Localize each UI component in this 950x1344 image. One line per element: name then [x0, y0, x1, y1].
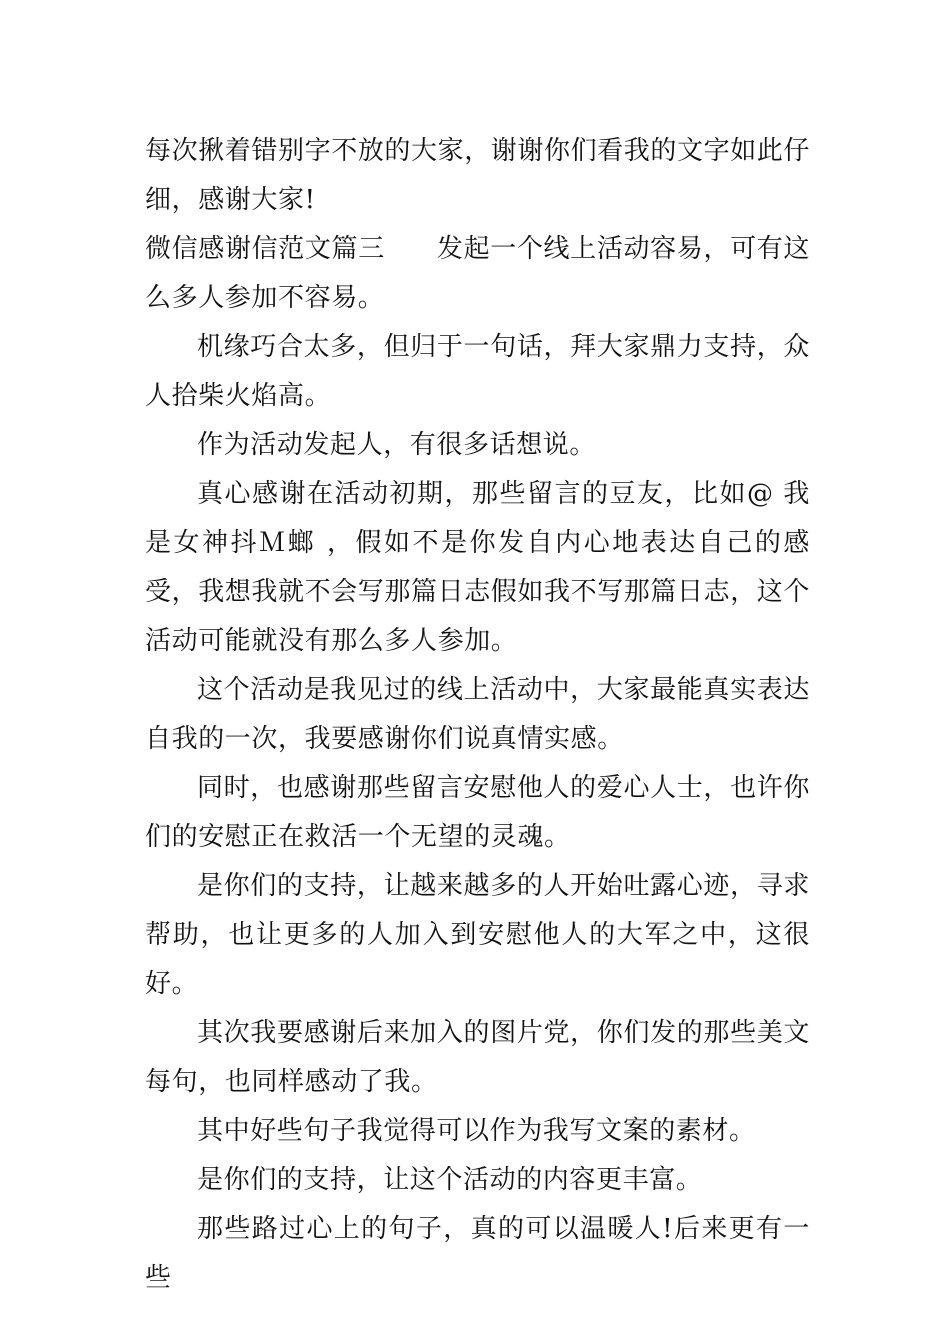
paragraph-richer-content: 是你们的支持，让这个活动的内容更丰富。 — [197, 1165, 703, 1195]
paragraph-organizer: 作为活动发起人，有很多话想说。 — [197, 430, 597, 460]
paragraph-thanks-typo-readers: 每次揪着错别字不放的大家，谢谢你们看我的文字如此仔细，感谢大家! — [145, 136, 811, 215]
paragraph-comforters: 同时，也感谢那些留言安慰他人的爱心人士，也许你们的安慰正在救活一个无望的灵魂。 — [145, 773, 810, 852]
paragraph-activity-intro: 发起一个线上活动容易，可有这么多人参加不容易。 — [145, 234, 810, 313]
paragraph-growing-support: 是你们的支持，让越来越多的人开始吐露心迹，寻求帮助，也让更多的人加入到安慰他人的大军之中，这很好。 — [145, 871, 810, 999]
paragraph-image-posters: 其次我要感谢后来加入的图片党，你们发的那些美文每句，也同样感动了我。 — [145, 1018, 810, 1097]
paragraph-copy-material: 其中好些句子我觉得可以作为我写文案的素材。 — [197, 1116, 756, 1146]
paragraph-warm-sentences: 那些路过心上的句子，真的可以温暖人!后来更有一些 — [145, 1214, 810, 1293]
paragraph-early-commenters: 真心感谢在活动初期，那些留言的豆友，比如@ 我是女神抖Ｍ螂 ，假如不是你发自内心地表达自己的感受，我想我就不会写那篇日志假如我不写那篇日志，这个活动可能就没有那么多人参加。 — [145, 479, 811, 656]
paragraph-true-expression: 这个活动是我见过的线上活动中，大家最能真实表达自我的一次，我要感谢你们说真情实感。 — [145, 675, 810, 754]
section-heading: 微信感谢信范文篇三 — [145, 234, 385, 264]
section-heading-line — [145, 225, 810, 323]
document-body — [145, 127, 810, 1303]
paragraph-support: 机缘巧合太多，但归于一句话，拜大家鼎力支持，众人拾柴火焰高。 — [145, 332, 810, 411]
